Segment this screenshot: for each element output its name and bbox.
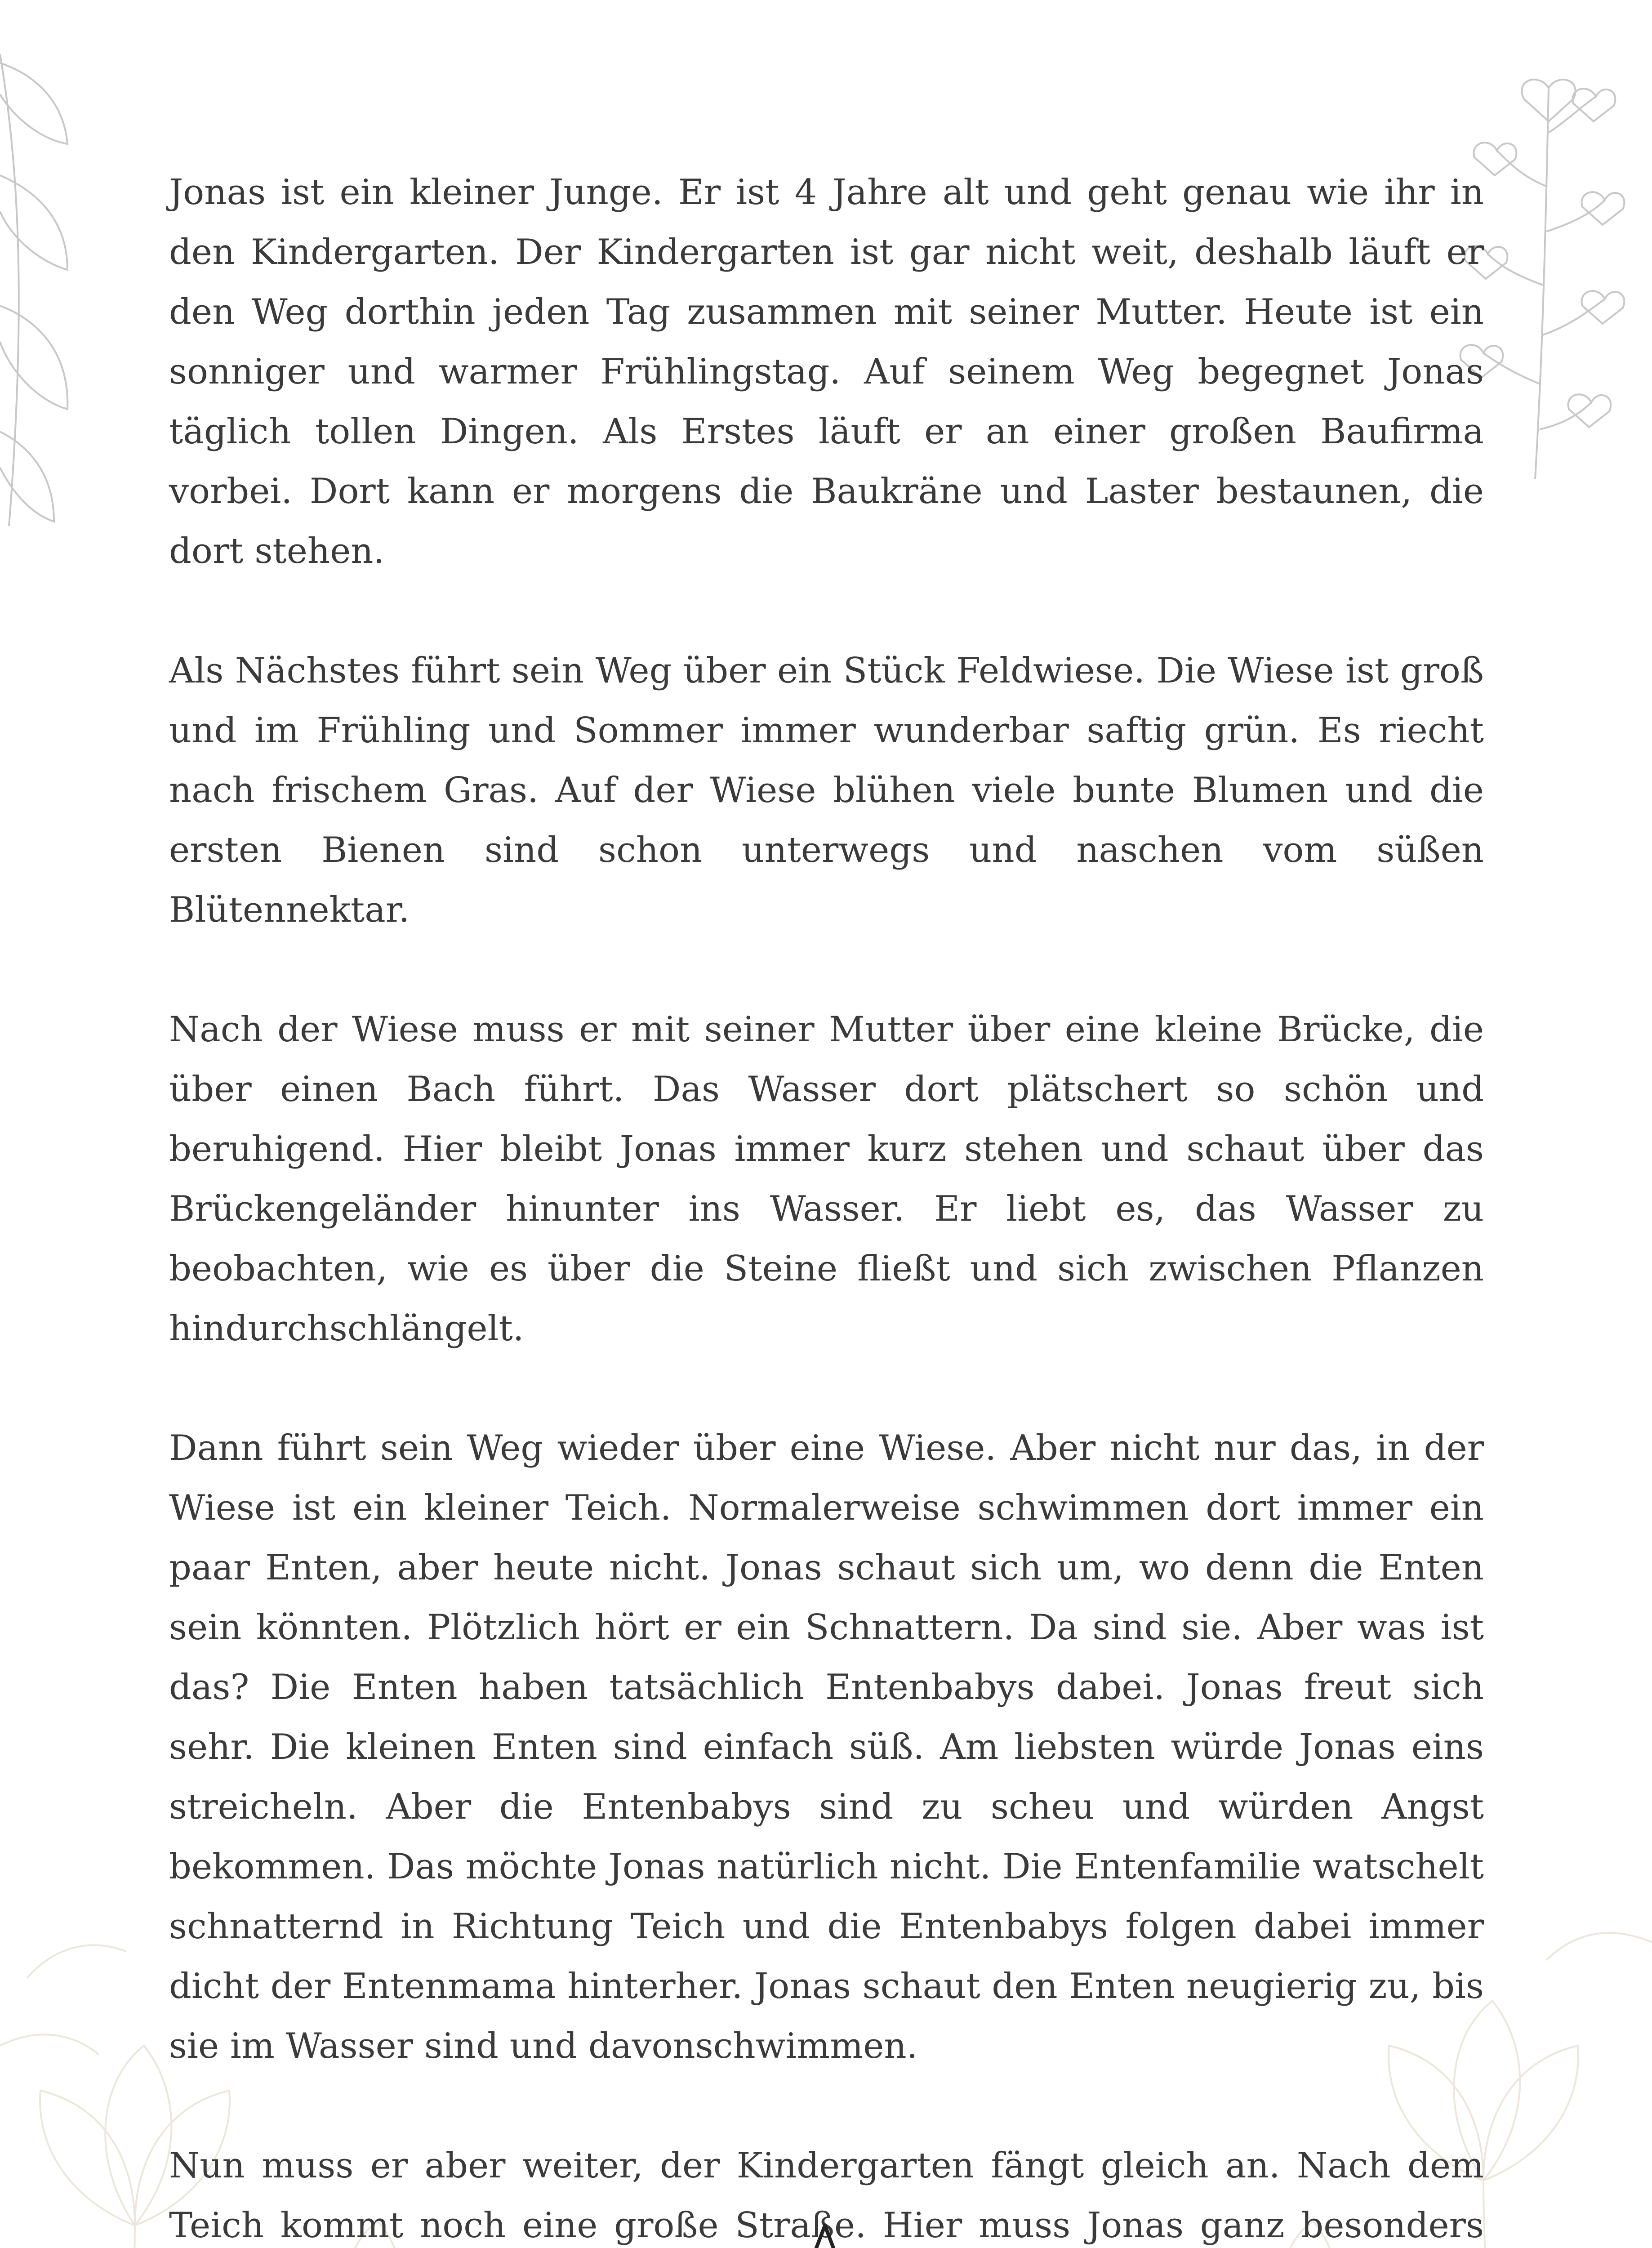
paragraph: Nach der Wiese muss er mit seiner Mutter über eine kleine Brücke, die über einen Bach führt. Das Wasser dort plätschert so schön und beruhigend. Hier bleibt Jonas immer kurz stehen und schaut über das Brückengeländer hinunter ins Wasser. Er liebt es, das Wasser zu beobachten, wie es über die Steine fließt und sich zwischen Pflanzen hindurchschlängelt. — [169, 1009, 1484, 1349]
paragraph: Dann führt sein Weg wieder über eine Wiese. Aber nicht nur das, in der Wiese ist ein kleiner Teich. Normalerweise schwimmen dort immer ein paar Enten, aber heute nicht. Jonas schaut sich um, wo denn die Enten sein könnten. Plötzlich hört er ein Schnattern. Da sind sie. Aber was ist das? Die Enten haben tatsächlich Entenbabys dabei. Jonas freut sich sehr. Die kleinen Enten sind einfach süß. Am liebsten würde Jonas eins streicheln. Aber die Entenbabys sind zu scheu und würden Angst bekommen. Das möchte Jonas natürlich nicht. Die Entenfamilie watschelt schnatternd in Richtung Teich und die Entenbabys folgen dabei immer dicht der Entenmama hinterher. Jonas schaut den Enten neugierig zu, bis sie im Wasser sind und davonschwimmen. — [169, 1428, 1484, 2066]
paragraph: Jonas ist ein kleiner Junge. Er ist 4 Jahre alt und geht genau wie ihr in den Kindergarten. Der Kindergarten ist gar nicht weit, deshalb läuft er den Weg dorthin jeden Tag zusammen mit seiner Mutter. Heute ist ein sonniger und warmer Frühlingstag. Auf seinem Weg begegnet Jonas täglich tollen Dingen. Als Erstes läuft er an einer großen Baufirma vorbei. Dort kann er morgens die Baukräne und Laster bestaunen, die dort stehen. — [169, 172, 1484, 571]
paragraph: Nun muss er aber weiter, der Kindergarten fängt gleich an. Nach dem Teich kommt noch eine große Straße. Hier muss Jonas ganz besonders — [169, 2145, 1484, 2246]
leaf-branch-icon — [0, 27, 81, 531]
story-text — [169, 163, 1484, 2248]
paragraph: Als Nächstes führt sein Weg über ein Stück Feldwiese. Die Wiese ist groß und im Frühling und Sommer immer wunderbar saftig grün. Es riecht nach frischem Gras. Auf der Wiese blühen viele bunte Blumen und die ersten Bienen sind schon unterwegs und naschen vom süßen Blütennektar. — [169, 651, 1484, 930]
